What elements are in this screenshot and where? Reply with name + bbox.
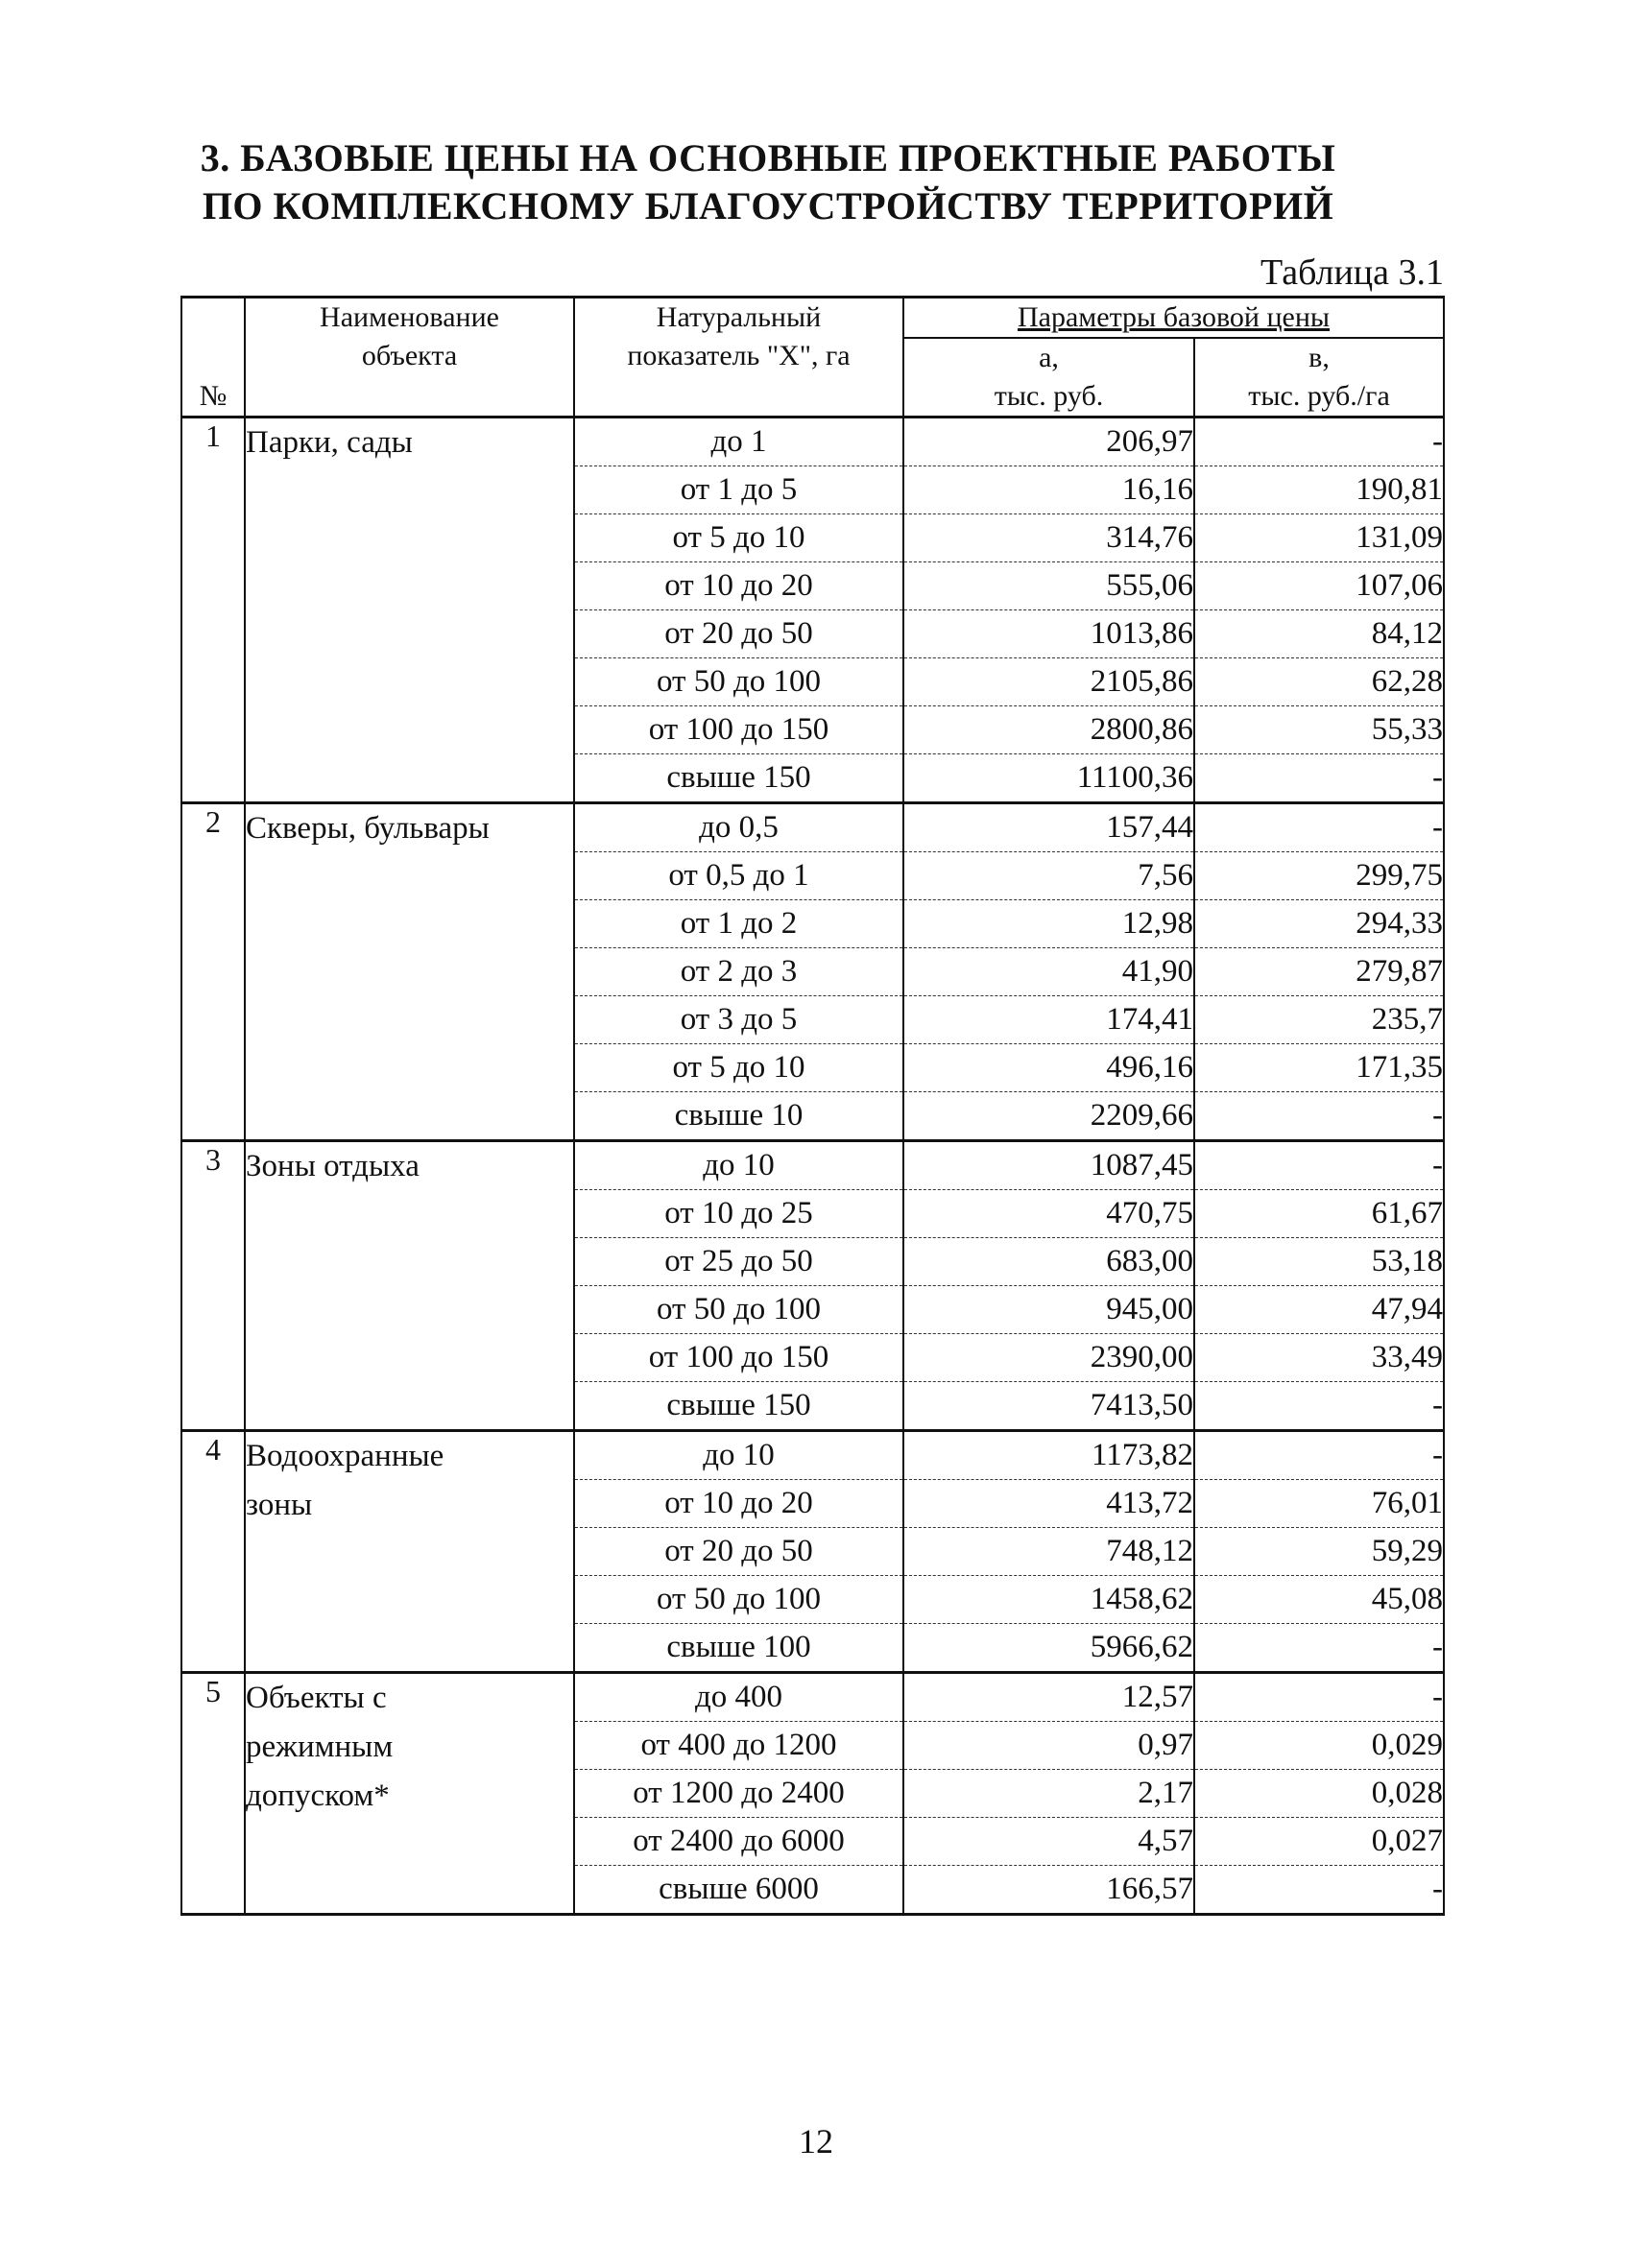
- param-a-cell: 4,57: [903, 1818, 1194, 1866]
- group-number: 4: [181, 1431, 245, 1673]
- param-a-cell: 1087,45: [903, 1141, 1194, 1190]
- group-name: Парки, сады: [245, 418, 574, 803]
- param-b-cell: 235,7: [1194, 996, 1444, 1044]
- header-name-line-2: объекта: [361, 340, 458, 371]
- param-b-cell: -: [1194, 1866, 1444, 1915]
- range-cell: от 10 до 20: [574, 562, 903, 610]
- group-number: 2: [181, 803, 245, 1141]
- range-cell: свыше 100: [574, 1624, 903, 1673]
- param-a-cell: 2105,86: [903, 658, 1194, 706]
- range-cell: от 5 до 10: [574, 1044, 903, 1092]
- range-cell: от 20 до 50: [574, 610, 903, 658]
- range-cell: от 2 до 3: [574, 948, 903, 996]
- table-group: [181, 418, 1444, 803]
- param-b-cell: 76,01: [1194, 1480, 1444, 1528]
- param-b-cell: 55,33: [1194, 706, 1444, 754]
- param-a-cell: 41,90: [903, 948, 1194, 996]
- param-b-cell: 294,33: [1194, 900, 1444, 948]
- group-name: Скверы, бульвары: [245, 803, 574, 1141]
- header-params-label: Параметры базовой цены: [1017, 301, 1331, 333]
- param-a-cell: 496,16: [903, 1044, 1194, 1092]
- param-b-cell: 47,94: [1194, 1286, 1444, 1334]
- range-cell: от 25 до 50: [574, 1238, 903, 1286]
- param-a-cell: 7413,50: [903, 1382, 1194, 1431]
- page-title: [144, 134, 1392, 230]
- range-cell: от 20 до 50: [574, 1528, 903, 1576]
- range-cell: от 50 до 100: [574, 1286, 903, 1334]
- header-name: [245, 298, 574, 418]
- param-a-cell: 314,76: [903, 514, 1194, 562]
- header-name-line-1: Наименование: [320, 301, 499, 333]
- param-a-cell: 2800,86: [903, 706, 1194, 754]
- group-number: 1: [181, 418, 245, 803]
- group-name: Зоны отдыха: [245, 1141, 574, 1431]
- param-b-cell: 190,81: [1194, 466, 1444, 514]
- param-a-cell: 748,12: [903, 1528, 1194, 1576]
- param-b-cell: 171,35: [1194, 1044, 1444, 1092]
- param-a-cell: 2,17: [903, 1770, 1194, 1818]
- header-indicator-line-2: показатель "X", га: [627, 340, 851, 371]
- table-row: [181, 803, 1444, 852]
- range-cell: от 400 до 1200: [574, 1722, 903, 1770]
- param-b-cell: 279,87: [1194, 948, 1444, 996]
- title-line-1: 3. БАЗОВЫЕ ЦЕНЫ НА ОСНОВНЫЕ ПРОЕКТНЫЕ РАБОТЫ: [200, 136, 1336, 179]
- group-name: Водоохранные зоны: [245, 1431, 574, 1673]
- param-a-cell: 555,06: [903, 562, 1194, 610]
- param-a-cell: 5966,62: [903, 1624, 1194, 1673]
- param-b-cell: -: [1194, 1673, 1444, 1722]
- header-b-line-2: тыс. руб./га: [1194, 377, 1444, 418]
- range-cell: от 50 до 100: [574, 658, 903, 706]
- param-b-cell: 107,06: [1194, 562, 1444, 610]
- param-b-cell: 84,12: [1194, 610, 1444, 658]
- param-b-cell: -: [1194, 803, 1444, 852]
- param-a-cell: 12,98: [903, 900, 1194, 948]
- param-b-cell: 45,08: [1194, 1576, 1444, 1624]
- param-a-cell: 166,57: [903, 1866, 1194, 1915]
- header-a-line-2: тыс. руб.: [903, 377, 1194, 418]
- header-num: №: [181, 298, 245, 418]
- param-b-cell: -: [1194, 1092, 1444, 1141]
- range-cell: от 10 до 20: [574, 1480, 903, 1528]
- param-a-cell: 11100,36: [903, 754, 1194, 803]
- param-a-cell: 1458,62: [903, 1576, 1194, 1624]
- header-indicator-line-1: Натуральный: [656, 301, 822, 333]
- param-b-cell: 299,75: [1194, 852, 1444, 900]
- range-cell: свыше 150: [574, 754, 903, 803]
- param-a-cell: 0,97: [903, 1722, 1194, 1770]
- range-cell: от 1200 до 2400: [574, 1770, 903, 1818]
- param-a-cell: 12,57: [903, 1673, 1194, 1722]
- param-b-cell: -: [1194, 1431, 1444, 1480]
- table-row: [181, 1431, 1444, 1480]
- param-a-cell: 16,16: [903, 466, 1194, 514]
- price-table: [180, 296, 1445, 1916]
- range-cell: от 1 до 2: [574, 900, 903, 948]
- range-cell: до 0,5: [574, 803, 903, 852]
- range-cell: от 100 до 150: [574, 1334, 903, 1382]
- group-name: Объекты с режимным допуском*: [245, 1673, 574, 1915]
- table-row: [181, 1141, 1444, 1190]
- range-cell: до 400: [574, 1673, 903, 1722]
- header-params: [903, 298, 1444, 339]
- param-b-cell: 0,027: [1194, 1818, 1444, 1866]
- param-b-cell: -: [1194, 1141, 1444, 1190]
- param-b-cell: 62,28: [1194, 658, 1444, 706]
- param-b-cell: 33,49: [1194, 1334, 1444, 1382]
- param-a-cell: 2390,00: [903, 1334, 1194, 1382]
- range-cell: свыше 10: [574, 1092, 903, 1141]
- param-b-cell: -: [1194, 1382, 1444, 1431]
- header-indicator: [574, 298, 903, 418]
- table-caption: Таблица 3.1: [1260, 252, 1444, 293]
- group-number: 3: [181, 1141, 245, 1431]
- header-a-line-1: а,: [903, 338, 1194, 377]
- header-b-line-1: в,: [1194, 338, 1444, 377]
- param-a-cell: 413,72: [903, 1480, 1194, 1528]
- param-a-cell: 1013,86: [903, 610, 1194, 658]
- range-cell: от 0,5 до 1: [574, 852, 903, 900]
- table-group: [181, 1673, 1444, 1915]
- range-cell: до 10: [574, 1431, 903, 1480]
- param-a-cell: 157,44: [903, 803, 1194, 852]
- table-group: [181, 803, 1444, 1141]
- range-cell: свыше 150: [574, 1382, 903, 1431]
- table-row: [181, 1673, 1444, 1722]
- group-number: 5: [181, 1673, 245, 1915]
- range-cell: от 1 до 5: [574, 466, 903, 514]
- param-b-cell: 61,67: [1194, 1190, 1444, 1238]
- param-a-cell: 470,75: [903, 1190, 1194, 1238]
- param-b-cell: 0,029: [1194, 1722, 1444, 1770]
- range-cell: от 10 до 25: [574, 1190, 903, 1238]
- param-b-cell: 0,028: [1194, 1770, 1444, 1818]
- table-row: [181, 418, 1444, 466]
- param-b-cell: 53,18: [1194, 1238, 1444, 1286]
- param-a-cell: 174,41: [903, 996, 1194, 1044]
- range-cell: от 100 до 150: [574, 706, 903, 754]
- table-group: [181, 1431, 1444, 1673]
- param-b-cell: -: [1194, 1624, 1444, 1673]
- title-line-2: ПО КОМПЛЕКСНОМУ БЛАГОУСТРОЙСТВУ ТЕРРИТОРИЙ: [202, 184, 1334, 227]
- range-cell: от 3 до 5: [574, 996, 903, 1044]
- param-a-cell: 7,56: [903, 852, 1194, 900]
- param-a-cell: 683,00: [903, 1238, 1194, 1286]
- param-a-cell: 1173,82: [903, 1431, 1194, 1480]
- range-cell: до 1: [574, 418, 903, 466]
- param-b-cell: 131,09: [1194, 514, 1444, 562]
- param-b-cell: 59,29: [1194, 1528, 1444, 1576]
- range-cell: свыше 6000: [574, 1866, 903, 1915]
- param-a-cell: 2209,66: [903, 1092, 1194, 1141]
- range-cell: до 10: [574, 1141, 903, 1190]
- param-b-cell: -: [1194, 418, 1444, 466]
- param-a-cell: 206,97: [903, 418, 1194, 466]
- param-a-cell: 945,00: [903, 1286, 1194, 1334]
- page-number: 12: [799, 2122, 833, 2161]
- range-cell: от 50 до 100: [574, 1576, 903, 1624]
- range-cell: от 5 до 10: [574, 514, 903, 562]
- range-cell: от 2400 до 6000: [574, 1818, 903, 1866]
- param-b-cell: -: [1194, 754, 1444, 803]
- table-group: [181, 1141, 1444, 1431]
